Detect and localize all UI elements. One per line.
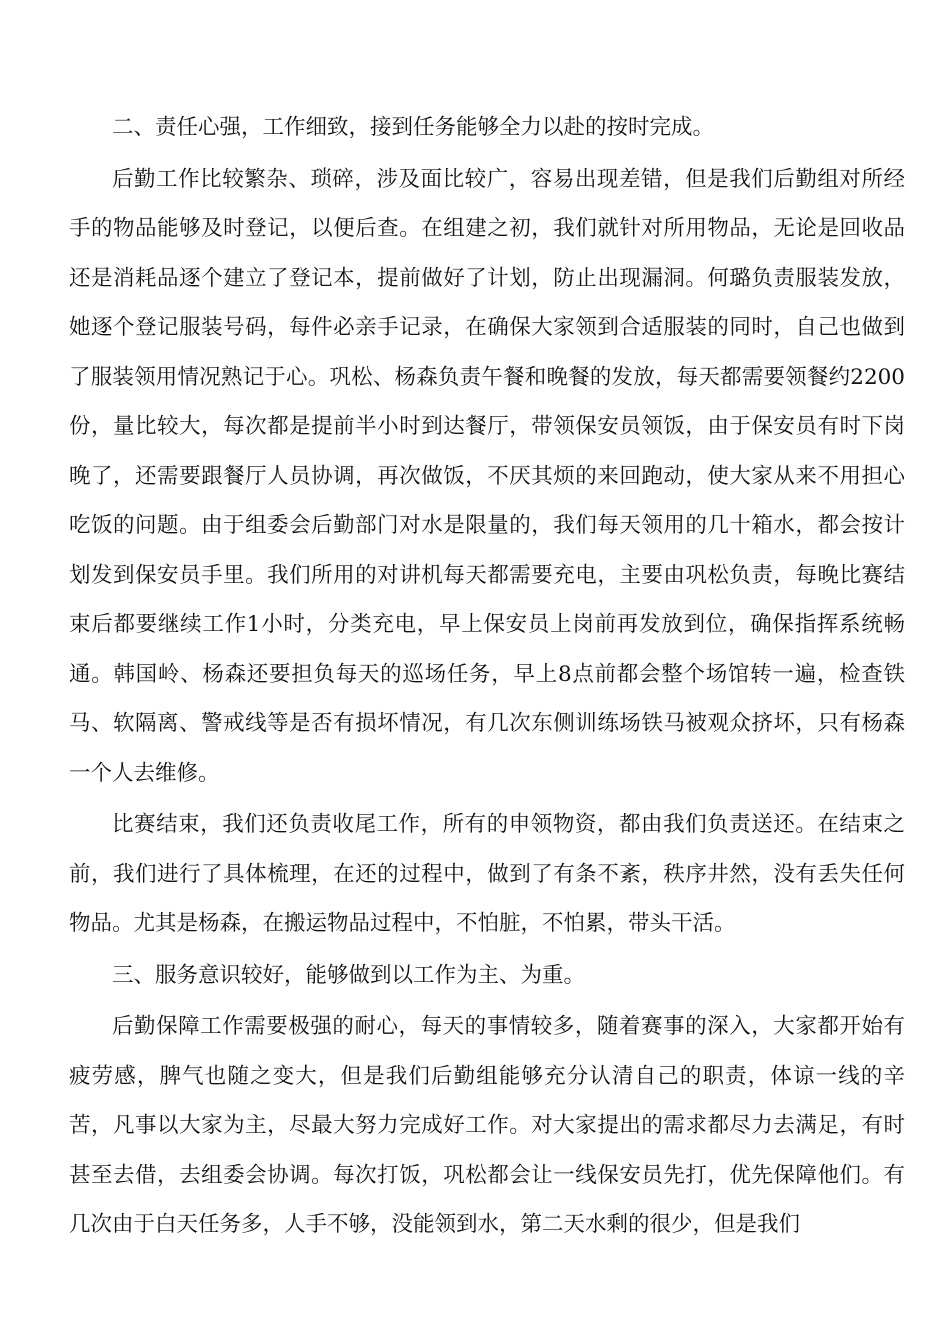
paragraph-logistics-details: 后勤工作比较繁杂、琐碎，涉及面比较广，容易出现差错，但是我们后勤组对所经手的物品能够及时登记，以便后查。在组建之初，我们就针对所用物品，无论是回收品还是消耗品逐个建立了登记本，提前做好了计划，防止出现漏洞。何璐负责服装发放，她逐个登记服装号码，每件必亲手记录，在确保大家领到合适服装的同时，自己也做到了服装领用情况熟记于心。巩松、杨森负责午餐和晚餐的发放，每天都需要领餐约2200份，量比较大，每次都是提前半小时到达餐厅，带领保安员领饭，由于保安员有时下岗晚了，还需要跟餐厅人员协调，再次做饭，不厌其烦的来回跑动，使大家从来不用担心吃饭的问题。由于组委会后勤部门对水是限量的，我们每天领用的几十箱水，都会按计划发到保安员手里。我们所用的对讲机每天都需要充电，主要由巩松负责，每晚比赛结束后都要继续工作1小时，分类充电，早上保安员上岗前再发放到位，确保指挥系统畅通。韩国岭、杨森还要担负每天的巡场任务，早上8点前都会整个场馆转一遍，检查铁马、软隔离、警戒线等是否有损坏情况，有几次东侧训练场铁马被观众挤坏，只有杨森一个人去维修。 (69, 166, 905, 786)
section-heading-3: 三、服务意识较好，能够做到以工作为主、为重。 (112, 962, 586, 988)
paragraph-service-attitude: 后勤保障工作需要极强的耐心，每天的事情较多，随着赛事的深入，大家都开始有疲劳感，脾气也随之变大，但是我们后勤组能够充分认清自己的职责，体谅一线的辛苦，凡事以大家为主，尽最大努力完成好工作。对大家提出的需求都尽力去满足，有时甚至去借，去组委会协调。每次打饭，巩松都会让一线保安员先打，优先保障他们。有几次由于白天任务多，人手不够，没能领到水，第二天水剩的很少，但是我们 (69, 1014, 905, 1237)
paragraph-wrap-up: 比赛结束，我们还负责收尾工作，所有的申领物资，都由我们负责送还。在结束之前，我们进行了具体梳理，在还的过程中，做到了有条不紊，秩序井然，没有丢失任何物品。尤其是杨森，在搬运物品过程中，不怕脏，不怕累，带头干活。 (69, 812, 905, 936)
section-heading-2: 二、责任心强，工作细致，接到任务能够全力以赴的按时完成。 (112, 115, 715, 140)
document-page (69, 103, 905, 1252)
